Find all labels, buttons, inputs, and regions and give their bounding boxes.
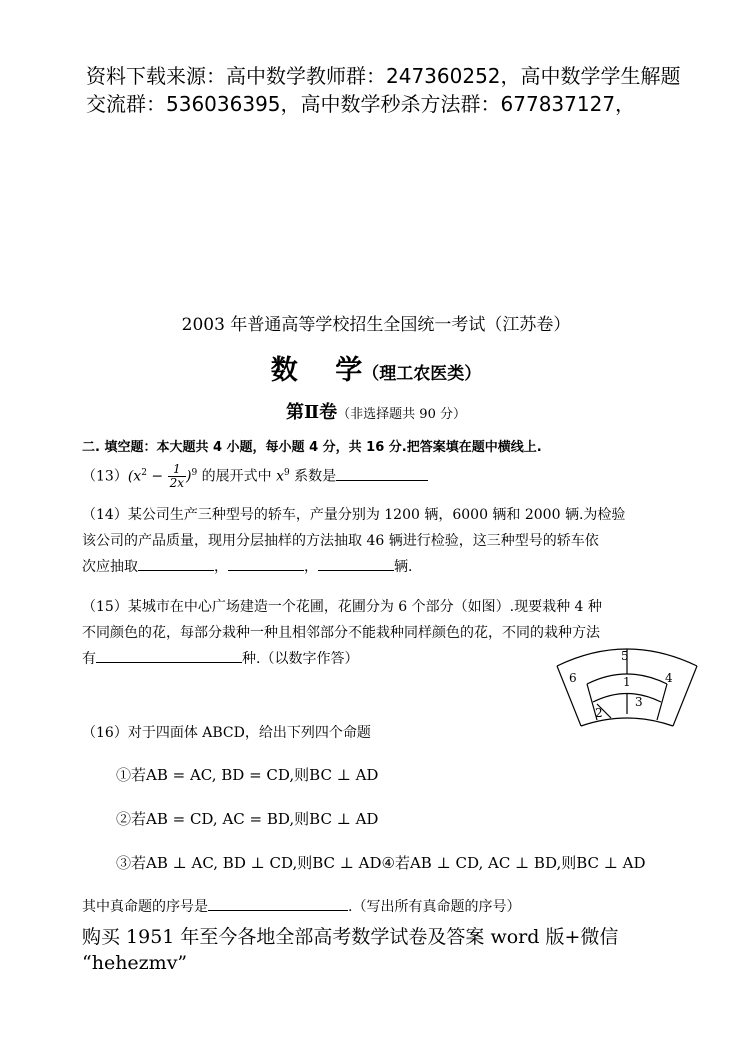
q16-answer-blank[interactable] — [208, 896, 348, 911]
region-4: 4 — [665, 671, 673, 685]
q14-blank-3[interactable] — [318, 556, 394, 571]
q14-sep-2: ， — [304, 559, 318, 575]
proposition-1: ①若AB = AC, BD = CD,则BC ⊥ AD — [116, 766, 379, 784]
q14-end: 辆. — [394, 559, 413, 575]
q13-frac-den: 2x — [169, 476, 184, 491]
q13-minus: − — [146, 468, 168, 485]
right-divider — [657, 684, 667, 720]
question-16-intro: （16）对于四面体 ABCD，给出下列四个命题 — [82, 725, 371, 741]
q13-frac-num: 1 — [168, 463, 186, 477]
q13-var: x — [276, 468, 284, 485]
source-line-1: 资料下载来源：高中数学教师群：247360252，高中数学学生解题 — [86, 64, 681, 88]
volume-note: （非选择题共 90 分） — [337, 407, 466, 422]
subject-name: 数 学 — [270, 355, 363, 386]
q13-number: （13） — [82, 468, 128, 485]
q16-tail: .（写出所有真命题的序号） — [348, 899, 521, 915]
source-line-2: 交流群：536036395，高中数学秒杀方法群：677837127， — [86, 92, 636, 116]
region-5: 5 — [621, 649, 629, 663]
q13-exp-2: 2 — [141, 468, 147, 478]
region-1: 1 — [623, 675, 631, 689]
proposition-3-4 — [116, 852, 646, 873]
source-header — [86, 62, 706, 118]
q13-fraction — [168, 463, 186, 490]
q16-answer-line — [82, 894, 682, 920]
region-3: 3 — [635, 695, 643, 709]
footer-line-1: 购买 1951 年至今各地全部高考数学试卷及答案 word 版+微信 — [82, 926, 619, 948]
q13-text1: 的展开式中 — [197, 468, 277, 485]
q13-expr-open: (x — [127, 468, 142, 485]
q16-lead: 其中真命题的序号是 — [82, 899, 208, 915]
q14-line-2: 该公司的产品质量，现用分层抽样的方法抽取 46 辆进行检验，这三种型号的轿车依 — [82, 533, 599, 549]
subject-heading — [0, 348, 752, 387]
q13-text2: 系数是 — [289, 468, 337, 485]
subject-category: （理工农医类） — [362, 364, 482, 384]
q15-line-2: 不同颜色的花，每部分栽种一种且相邻部分不能栽种同样颜色的花，不同的栽种方法 — [82, 625, 600, 641]
q13-expr-close: ) — [185, 468, 192, 485]
footer-promo — [82, 924, 682, 976]
question-13 — [82, 460, 682, 490]
q13-answer-blank[interactable] — [336, 466, 428, 481]
proposition-4: ④若AB ⊥ CD, AC ⊥ BD,则BC ⊥ AD — [381, 854, 646, 872]
q15-answer-blank[interactable] — [96, 648, 242, 663]
region-2: 2 — [595, 706, 603, 720]
q15-tail: 种.（以数字作答） — [242, 651, 359, 667]
question-14 — [82, 502, 682, 580]
q14-sep-1: ， — [214, 559, 228, 575]
footer-line-2: “hehezmv” — [82, 952, 188, 974]
q15-lead: 有 — [82, 651, 96, 667]
q14-line-1: （14）某公司生产三种型号的轿车，产量分别为 1200 辆，6000 辆和 2000 辆.为检验 — [82, 507, 626, 523]
proposition-3: ③若AB ⊥ AC, BD ⊥ CD,则BC ⊥ AD — [116, 854, 382, 872]
proposition-2: ②若AB = CD, AC = BD,则BC ⊥ AD — [116, 810, 379, 828]
right-edge — [673, 666, 697, 726]
q14-blank-2[interactable] — [228, 556, 304, 571]
q14-blank-1[interactable] — [138, 556, 214, 571]
exam-title: 2003 年普通高等学校招生全国统一考试（江苏卷） — [181, 315, 571, 335]
q14-lead: 次应抽取 — [82, 559, 138, 575]
q14-line-3 — [82, 554, 682, 580]
region-6: 6 — [569, 671, 577, 685]
q13-exp-9: 9 — [191, 468, 198, 478]
q13-var-exp: 9 — [283, 468, 290, 478]
q15-line-1: （15）某城市在中心广场建造一个花圃，花圃分为 6 个部分（如图）.现要栽种 4 种 — [82, 599, 602, 615]
volume-title: 第Ⅱ卷 — [286, 402, 338, 423]
volume-heading — [0, 398, 752, 424]
section-heading: 二. 填空题：本大题共 4 小题，每小题 4 分，共 16 分.把答案填在题中横线上. — [82, 440, 542, 455]
